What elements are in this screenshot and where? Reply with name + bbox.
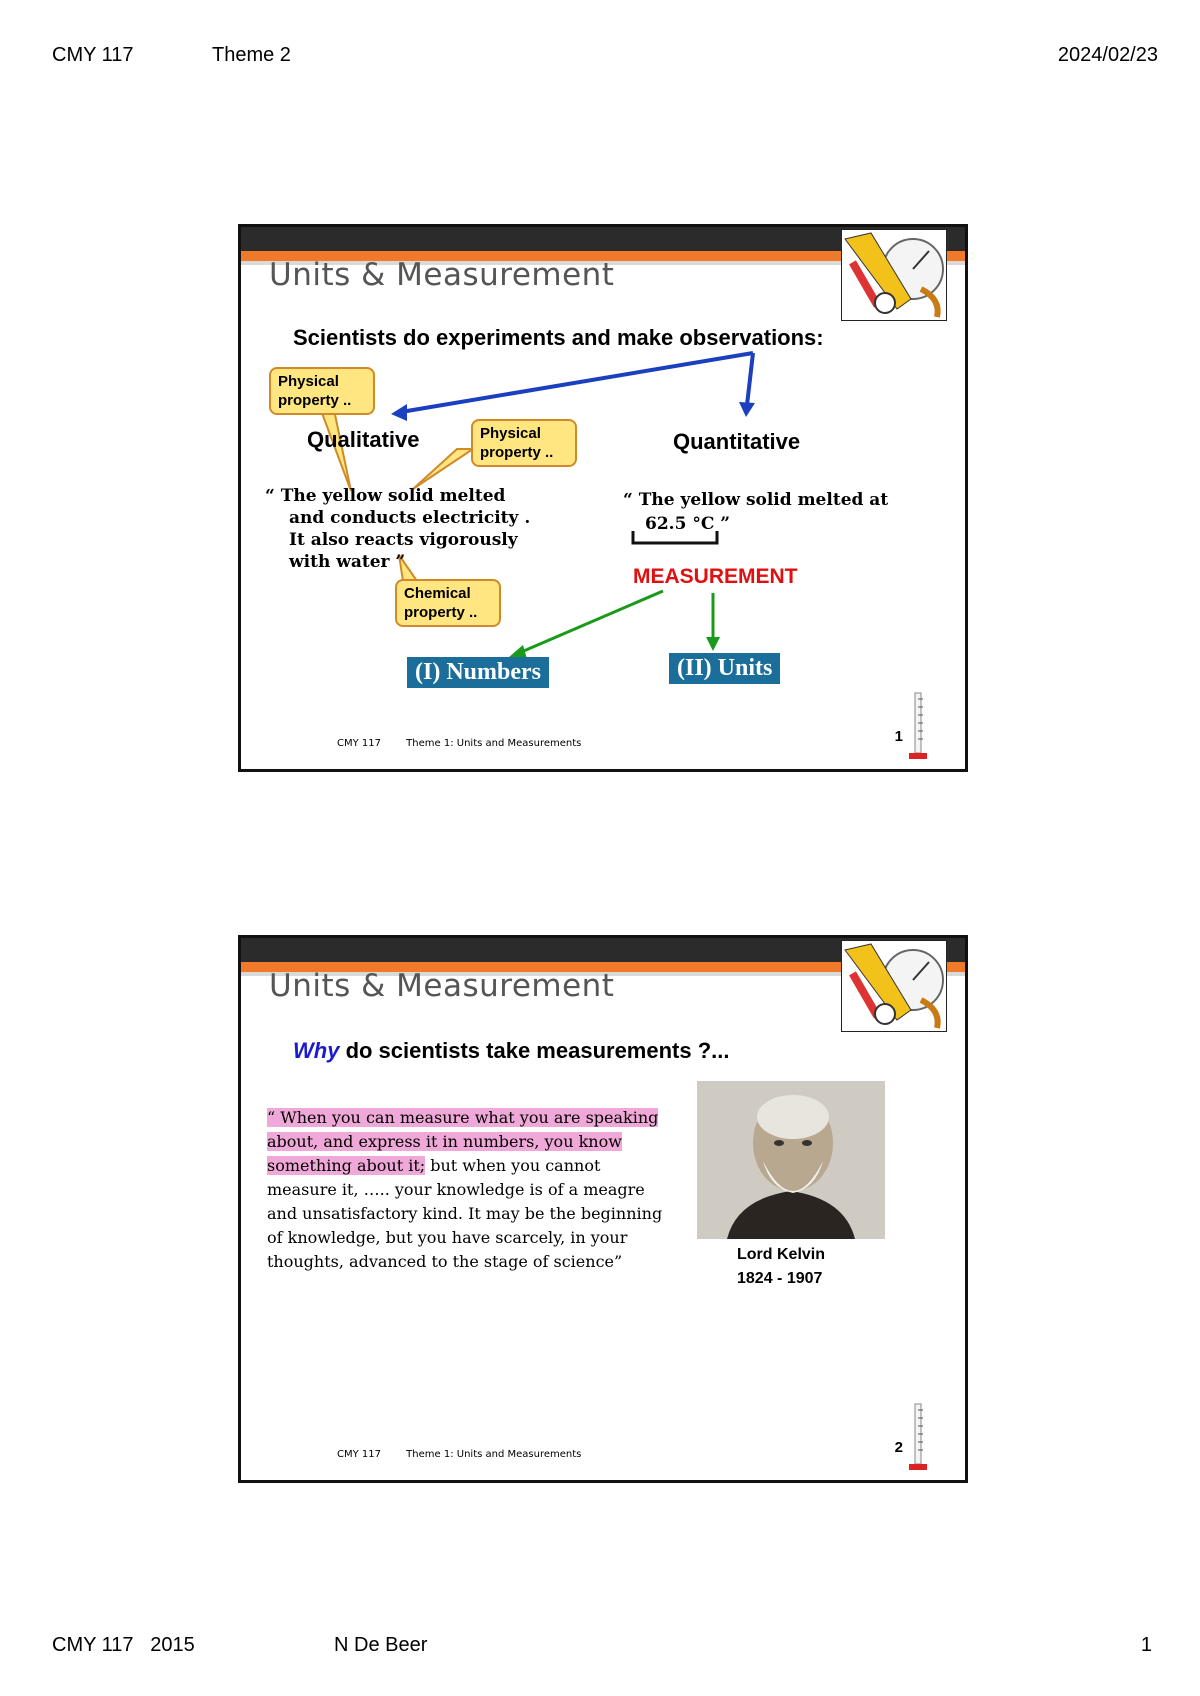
slide-footer-course: CMY 117 <box>337 1449 381 1460</box>
slide-number: 1 <box>894 728 903 745</box>
arrowhead-units <box>706 637 720 651</box>
header-course: CMY 117 <box>52 44 134 66</box>
measurement-tools-icon <box>841 940 947 1032</box>
quote-line: It also reacts vigorously <box>289 530 518 550</box>
quote-line: “ The yellow solid melted at <box>623 490 889 510</box>
arrow-to-numbers <box>519 591 663 653</box>
quote-highlight: “ When you can measure what you are speaking about, and express it in numbers, you know something about it; <box>267 1108 659 1175</box>
callout-line: property .. <box>278 392 352 409</box>
slide-footer-theme: Theme 1: Units and Measurements <box>406 1449 582 1460</box>
numbers-box: (I) Numbers <box>407 657 549 688</box>
callout-line: property .. <box>404 604 478 621</box>
slide-title: Units & Measurement <box>269 257 615 293</box>
slide-footer-theme: Theme 1: Units and Measurements <box>406 738 582 749</box>
callout-chemical-property <box>395 579 501 627</box>
kelvin-name: Lord Kelvin <box>737 1246 826 1263</box>
callout-physical-property-2 <box>471 419 577 467</box>
thermometer-icon <box>907 691 929 763</box>
arrowhead-qualitative <box>391 404 407 421</box>
question-text: do scientists take measurements ?... <box>339 1038 730 1063</box>
slide-1 <box>238 224 968 772</box>
callout-line: property .. <box>480 444 554 461</box>
callout-line: Chemical <box>404 585 471 602</box>
slide-title: Units & Measurement <box>269 968 615 1004</box>
why-word: Why <box>293 1038 340 1063</box>
qualitative-label: Qualitative <box>307 427 420 452</box>
callout-tail-physical-2 <box>413 449 473 489</box>
callout-physical-property-1 <box>269 367 375 415</box>
quantitative-quote <box>623 488 888 536</box>
slide-footer <box>337 1449 603 1460</box>
header-date: 2024/02/23 <box>1057 44 1158 66</box>
footer-page-number: 1 <box>1140 1634 1152 1656</box>
slide-2 <box>238 935 968 1483</box>
kelvin-portrait <box>697 1081 885 1239</box>
quote-line: 62.5 °C ” <box>645 514 731 534</box>
slide-footer-course: CMY 117 <box>337 738 381 749</box>
thermometer-icon <box>907 1402 929 1474</box>
quote-line: “ The yellow solid melted <box>265 486 506 506</box>
footer-author: N De Beer <box>334 1634 428 1656</box>
kelvin-quote <box>267 1106 667 1274</box>
slide-footer <box>337 738 603 749</box>
slide-question <box>293 1038 730 1064</box>
measurement-label: MEASUREMENT <box>633 565 798 588</box>
arrow-to-qualitative <box>401 353 753 412</box>
quote-rest: but when you cannot measure it, ….. your knowledge is of a meagre and unsatisfactory kind. It may be the beginning of knowledge, but you have scarcely, in your thoughts, advanced to the stage of science” <box>267 1156 663 1271</box>
units-box: (II) Units <box>669 653 780 684</box>
quote-line: and conducts electricity . <box>289 508 531 528</box>
kelvin-years: 1824 - 1907 <box>737 1270 823 1287</box>
quantitative-label: Quantitative <box>673 429 801 454</box>
callout-line: Physical <box>480 425 541 442</box>
slide-subtitle: Scientists do experiments and make observations: <box>293 325 824 350</box>
quote-line: with water ” <box>289 552 406 572</box>
qualitative-quote <box>265 485 530 573</box>
arrow-to-quantitative <box>747 353 753 405</box>
callout-line: Physical <box>278 373 339 390</box>
footer-course-year: CMY 117 2015 <box>52 1634 195 1656</box>
header-theme: Theme 2 <box>212 44 291 66</box>
slide-number: 2 <box>894 1439 903 1456</box>
arrowhead-quantitative <box>739 402 755 417</box>
